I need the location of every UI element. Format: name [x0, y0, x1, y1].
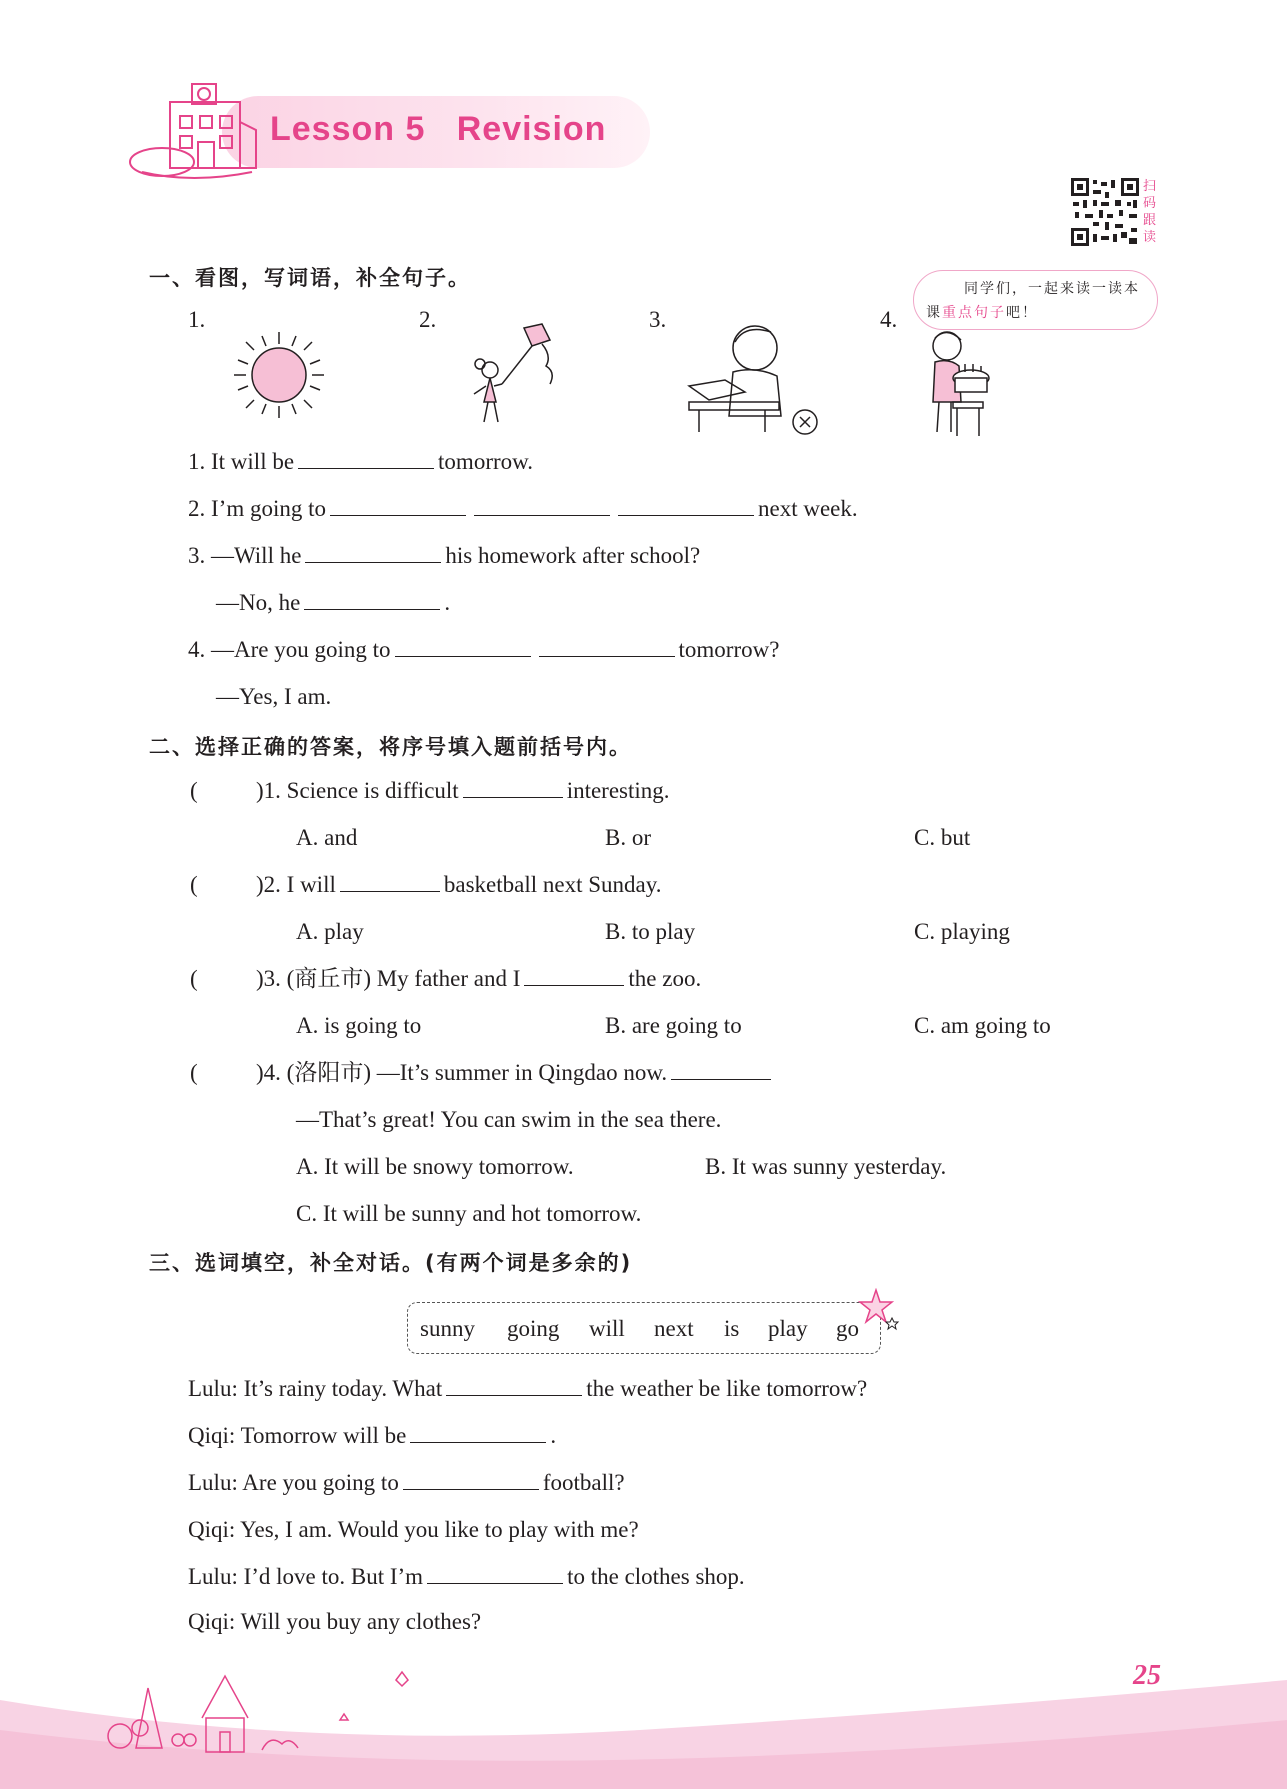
pic-number-2: 2. [419, 307, 437, 332]
speech-bubble [913, 270, 1158, 330]
word-option: sunny [420, 1316, 475, 1341]
answer-blank[interactable] [474, 499, 610, 516]
s2-q1-option-b: B. or [605, 825, 651, 850]
word-option: is [724, 1316, 740, 1341]
answer-blank[interactable] [463, 781, 563, 798]
page-number: 25 [1133, 1660, 1161, 1691]
answer-paren[interactable]: ( [190, 778, 198, 803]
answer-blank[interactable] [446, 1379, 582, 1396]
lesson-title: Lesson 5 Revision [270, 110, 607, 148]
s2-q3-option-c: C. am going to [914, 1013, 1051, 1038]
s2-q2-option-c: C. playing [914, 919, 1010, 944]
bubble-line-2: 课重点句子吧！ [926, 305, 1038, 321]
s1-q3-reply: —No, he . [216, 590, 451, 615]
s2-q2: )2. I will basketball next Sunday. [256, 872, 662, 897]
s2-q4-option-c: C. It will be sunny and hot tomorrow. [296, 1201, 642, 1226]
s2-q1: )1. Science is difficult interesting. [256, 778, 670, 803]
s2-q3: )3. (商丘市) My father and I the zoo. [256, 966, 702, 991]
s2-q4-option-a: A. It will be snowy tomorrow. [296, 1154, 574, 1179]
word-option: next [654, 1316, 694, 1341]
scan-read-label: 扫 码 跟 读 [1143, 179, 1157, 245]
s2-q3-option-a: A. is going to [296, 1013, 422, 1038]
answer-paren[interactable]: ( [190, 1060, 198, 1085]
s1-q4: 4. —Are you going to tomorrow? [188, 637, 780, 662]
s2-q1-option-a: A. and [296, 825, 358, 850]
s1-q4-reply: —Yes, I am. [216, 684, 332, 709]
pic-number-1: 1. [188, 307, 206, 332]
answer-blank[interactable] [410, 1426, 546, 1443]
answer-blank[interactable] [427, 1567, 563, 1584]
pic-number-3: 3. [649, 307, 667, 332]
bubble-line-1: 同学们，一起来读一读本 [964, 281, 1140, 297]
word-bank [407, 1302, 881, 1354]
dialogue-line-3: Lulu: Are you going to football? [188, 1470, 625, 1495]
dialogue-line-6: Qiqi: Will you buy any clothes? [188, 1609, 482, 1634]
sun-icon [232, 330, 326, 420]
s2-q3-option-b: B. are going to [605, 1013, 742, 1038]
cake-girl-icon [925, 328, 995, 440]
word-option: play [768, 1316, 808, 1341]
dialogue-line-4: Qiqi: Yes, I am. Would you like to play with me? [188, 1517, 639, 1542]
answer-blank[interactable] [340, 875, 440, 892]
answer-blank[interactable] [524, 969, 624, 986]
answer-paren[interactable]: ( [190, 966, 198, 991]
s2-q4-line2: —That’s great! You can swim in the sea there. [296, 1107, 722, 1132]
answer-blank[interactable] [403, 1473, 539, 1490]
dialogue-line-2: Qiqi: Tomorrow will be . [188, 1423, 557, 1448]
word-option: going [507, 1316, 560, 1341]
school-building-icon [122, 72, 262, 184]
s2-q4-option-b: B. It was sunny yesterday. [705, 1154, 947, 1179]
s2-q2-option-b: B. to play [605, 919, 696, 944]
s2-q2-option-a: A. play [296, 919, 364, 944]
section3-heading: 三、选词填空，补全对话。(有两个词是多余的) [149, 1251, 633, 1275]
word-option: will [589, 1316, 625, 1341]
answer-paren[interactable]: ( [190, 872, 198, 897]
dialogue-line-5: Lulu: I’d love to. But I’m to the clothes shop. [188, 1564, 745, 1589]
dialogue-line-1: Lulu: It’s rainy today. What the weather be like tomorrow? [188, 1376, 868, 1401]
word-option: go [836, 1316, 859, 1341]
answer-blank[interactable] [539, 640, 675, 657]
section1-heading: 一、看图，写词语，补全句子。 [149, 266, 471, 290]
section2-heading: 二、选择正确的答案，将序号填入题前括号内。 [149, 735, 632, 759]
kite-girl-icon [466, 322, 576, 437]
footer-wave-decoration [0, 1640, 1287, 1789]
s1-q1: 1. It will be tomorrow. [188, 449, 534, 474]
homework-boy-icon [685, 320, 823, 438]
s1-q2: 2. I’m going to next week. [188, 496, 858, 521]
answer-blank[interactable] [618, 499, 754, 516]
qr-code-icon[interactable] [1071, 178, 1139, 246]
pic-number-4: 4. [880, 307, 898, 332]
answer-blank[interactable] [305, 546, 441, 563]
s2-q1-option-c: C. but [914, 825, 971, 850]
star-icon [858, 1288, 900, 1332]
answer-blank[interactable] [671, 1063, 771, 1080]
s2-q4: )4. (洛阳市) —It’s summer in Qingdao now. [256, 1061, 775, 1084]
answer-blank[interactable] [395, 640, 531, 657]
answer-blank[interactable] [298, 452, 434, 469]
answer-blank[interactable] [330, 499, 466, 516]
answer-blank[interactable] [304, 593, 440, 610]
s1-q3: 3. —Will he his homework after school? [188, 543, 701, 568]
